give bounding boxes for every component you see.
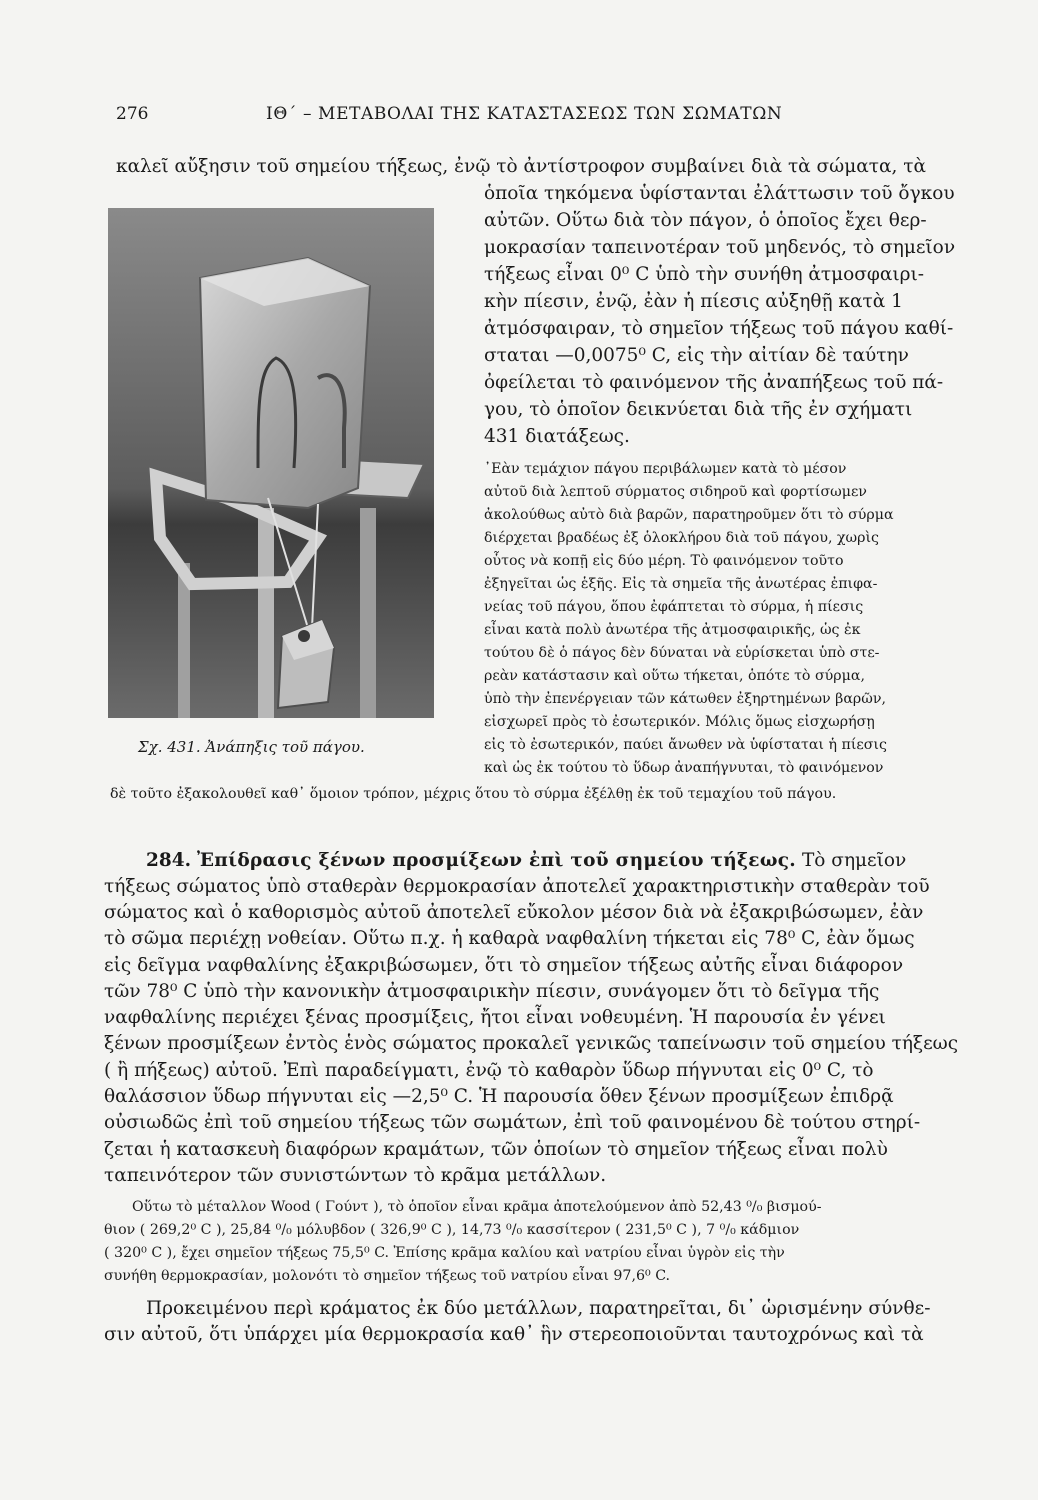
text-line: καὶ ὡς ἐκ τούτου τὸ ὕδωρ ἀναπήγνυται, τὸ φαινόμενον: [484, 760, 884, 776]
text-line: ζεται ἡ κατασκευὴ διαφόρων κραμάτων, τῶν ὁποίων τὸ σημεῖον τήξεως εἶναι πολὺ: [104, 1139, 888, 1160]
text-line: Προκειμένου περὶ κράματος ἐκ δύο μετάλλων, παρατηρεῖται, δι᾿ ὡρισμένην σύνθε-: [146, 1298, 931, 1319]
text-line: ( 320⁰ C ), ἔχει σημεῖον τήξεως 75,5⁰ C. Ἐπίσης κρᾶμα καλίου καὶ νατρίου εἶναι ὑγρὸν εἰς τὴν: [104, 1245, 785, 1261]
figure-photo: [108, 208, 434, 718]
text-line: τῶν 78⁰ C ὑπὸ τὴν κανονικὴν ἀτμοσφαιρικὴν πίεσιν, συνάγομεν ὅτι τὸ δεῖγμα τῆς: [104, 981, 880, 1002]
text-line: διέρχεται βραδέως ἐξ ὁλοκλήρου διὰ τοῦ πάγου, χωρὶς: [484, 530, 879, 546]
text-line: εἰς τὸ ἐσωτερικόν, παύει ἄνωθεν νὰ ὑφίσταται ἡ πίεσις: [484, 737, 887, 753]
text-line: οὐσιωδῶς ἐπὶ τοῦ σημείου τήξεως τῶν σωμάτων, ἐπὶ τοῦ φαινομένου δὲ τούτου στηρί-: [104, 1112, 921, 1133]
running-head: ΙΘ΄ – ΜΕΤΑΒΟΛΑΙ ΤΗΣ ΚΑΤΑΣΤΑΣΕΩΣ ΤΩΝ ΣΩΜΑΤΩΝ: [266, 104, 783, 124]
text-line: ναφθαλίνης περιέχει ξένας προσμίξεις, ἤτοι εἶναι νοθευμένη. Ἡ παρουσία ἐν γένει: [104, 1007, 886, 1028]
text-line: σώματος καὶ ὁ καθορισμὸς αὐτοῦ ἀποτελεῖ εὔκολον μέσον διὰ νὰ ἐξακριβώσωμεν, ἐὰν: [104, 902, 924, 923]
text-line: ταπεινότερον τῶν συνιστώντων τὸ κρᾶμα μετάλλων.: [104, 1165, 607, 1186]
text-line: ᾿Εὰν τεμάχιον πάγου περιβάλωμεν κατὰ τὸ μέσον: [484, 461, 847, 477]
text-line: ὁποῖα τηκόμενα ὑφίστανται ἐλάττωσιν τοῦ ὄγκου: [484, 183, 955, 204]
section-title-tail: Τὸ σημεῖον: [801, 850, 907, 871]
text-line: τήξεως σώματος ὑπὸ σταθερὰν θερμοκρασίαν ἀποτελεῖ χαρακτηριστικὴν σταθερὰν τοῦ: [104, 876, 930, 897]
text-line: εἰσχωρεῖ πρὸς τὸ ἐσωτερικόν. Μόλις ὅμως εἰσχωρήσῃ: [484, 714, 875, 730]
page-header: [116, 104, 946, 132]
section-title: Ἐπίδρασις ξένων προσμίξεων ἐπὶ τοῦ σημείου τήξεως.: [196, 850, 797, 871]
text-line: συνήθη θερμοκρασίαν, μολονότι τὸ σημεῖον τήξεως τοῦ νατρίου εἶναι 97,6⁰ C.: [104, 1268, 671, 1284]
text-line: σταται —0,0075⁰ C, εἰς τὴν αἰτίαν δὲ ταύτην: [484, 345, 909, 366]
text-line: γου, τὸ ὁποῖον δεικνύεται διὰ τῆς ἐν σχήματι: [484, 399, 913, 420]
section-heading: [146, 848, 906, 874]
text-line: αὐτοῦ διὰ λεπτοῦ σύρματος σιδηροῦ καὶ φορτίσωμεν: [484, 484, 867, 500]
text-line: εἰς δεῖγμα ναφθαλίνης ἐξακριβώσωμεν, ὅτι τὸ σημεῖον τήξεως αὐτῆς εἶναι διάφορον: [104, 955, 904, 976]
text-line: τήξεως εἶναι 0⁰ C ὑπὸ τὴν συνήθη ἀτμοσφαιρι-: [484, 264, 925, 285]
text-line: ἀτμόσφαιραν, τὸ σημεῖον τήξεως τοῦ πάγου καθί-: [484, 318, 954, 339]
text-line: κὴν πίεσιν, ἐνῷ, ἐὰν ἡ πίεσις αὐξηθῇ κατὰ 1: [484, 291, 903, 312]
text-line: καλεῖ αὔξησιν τοῦ σημείου τήξεως, ἐνῷ τὸ ἀντίστροφον συμβαίνει διὰ τὰ σώματα, τὰ: [116, 156, 926, 177]
text-line: νείας τοῦ πάγου, ὅπου ἐφάπτεται τὸ σύρμα, ἡ πίεσις: [484, 599, 864, 615]
text-line: Οὕτω τὸ μέταλλον Wood ( Γούντ ), τὸ ὁποῖον εἶναι κρᾶμα ἀποτελούμενον ἀπὸ 52,43 ⁰/₀ βισμού-: [132, 1199, 822, 1215]
text-line: μοκρασίαν ταπεινοτέραν τοῦ μηδενός, τὸ σημεῖον: [484, 237, 956, 258]
text-line: ὑπὸ τὴν ἐπενέργειαν τῶν κάτωθεν ἐξηρτημένων βαρῶν,: [484, 691, 886, 707]
text-line: ἐξηγεῖται ὡς ἑξῆς. Εἰς τὰ σημεῖα τῆς ἀνωτέρας ἐπιφα-: [484, 576, 878, 592]
text-line: σιν αὐτοῦ, ὅτι ὑπάρχει μία θερμοκρασία καθ᾿ ἣν στερεοποιοῦνται ταυτοχρόνως καὶ τὰ: [104, 1324, 924, 1345]
text-line: δὲ τοῦτο ἐξακολουθεῖ καθ᾿ ὅμοιον τρόπον, μέχρις ὅτου τὸ σύρμα ἐξέλθῃ ἐκ τοῦ τεμαχίου τοῦ πάγου.: [110, 786, 837, 802]
text-line: θαλάσσιον ὕδωρ πήγνυται εἰς —2,5⁰ C. Ἡ παρουσία ὅθεν ξένων προσμίξεων ἐπιδρᾷ: [104, 1086, 894, 1107]
text-line: τὸ σῶμα περιέχῃ νοθείαν. Οὕτω π.χ. ἡ καθαρὰ ναφθαλίνη τήκεται εἰς 78⁰ C, ἐὰν ὅμως: [104, 928, 915, 949]
text-line: ( ἢ πήξεως) αὐτοῦ. Ἐπὶ παραδείγματι, ἐνῷ τὸ καθαρὸν ὕδωρ πήγνυται εἰς 0⁰ C, τὸ: [104, 1060, 874, 1081]
figure-label: Σχ. 431.: [138, 738, 201, 756]
text-line: αὐτῶν. Οὕτω διὰ τὸν πάγον, ὁ ὁποῖος ἔχει θερ-: [484, 210, 927, 231]
text-line: τούτου δὲ ὁ πάγος δὲν δύναται νὰ εὑρίσκεται ὑπὸ στε-: [484, 645, 880, 661]
text-line: ρεὰν κατάστασιν καὶ οὕτω τήκεται, ὁπότε τὸ σύρμα,: [484, 668, 865, 684]
text-line: θιον ( 269,2⁰ C ), 25,84 ⁰/₀ μόλυβδον ( 326,9⁰ C ), 14,73 ⁰/₀ κασσίτερον ( 231,5⁰ C ), 7 ⁰/₀ κάδμιον: [104, 1222, 800, 1238]
figure-caption-text: Ἀνάπηξις τοῦ πάγου.: [205, 738, 365, 756]
text-line: ξένων προσμίξεων ἐντὸς ἑνὸς σώματος προκαλεῖ γενικῶς ταπείνωσιν τοῦ σημείου τήξεως: [104, 1033, 959, 1054]
text-line: οὗτος νὰ κοπῇ εἰς δύο μέρη. Τὸ φαινόμενον τοῦτο: [484, 553, 844, 569]
text-line: εἶναι κατὰ πολὺ ἀνωτέρα τῆς ἀτμοσφαιρικῆς, ὡς ἐκ: [484, 622, 861, 638]
text-line: 431 διατάξεως.: [484, 426, 630, 447]
text-line: ἀκολούθως αὐτὸ διὰ βαρῶν, παρατηροῦμεν ὅτι τὸ σύρμα: [484, 507, 894, 523]
ice-regelation-illustration: [108, 208, 434, 718]
page-number: 276: [116, 104, 149, 124]
section-number: 284.: [146, 850, 192, 871]
figure-caption: [138, 738, 365, 756]
text-line: ὀφείλεται τὸ φαινόμενον τῆς ἀναπήξεως τοῦ πά-: [484, 372, 944, 393]
